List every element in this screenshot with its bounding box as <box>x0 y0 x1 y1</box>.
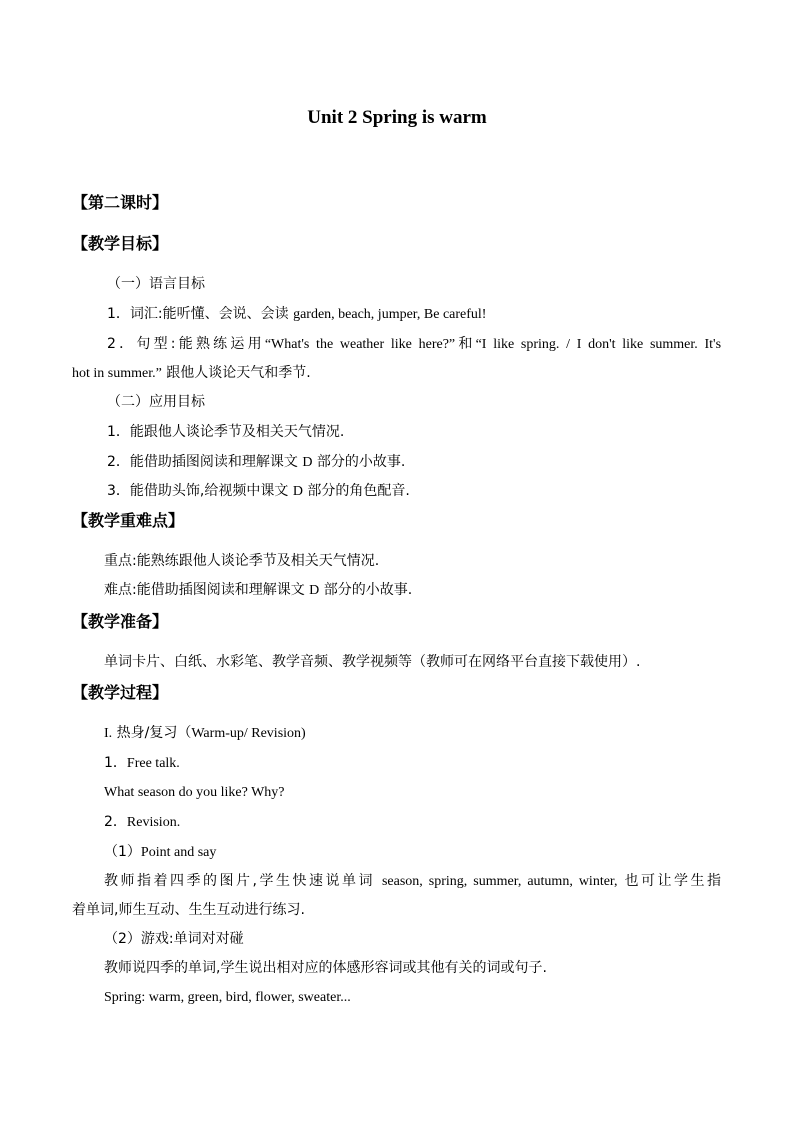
teacher-line-2: 着单词,师生互动、生生互动进行练习. <box>72 902 305 918</box>
game-heading: （2）游戏:单词对对碰 <box>104 931 244 947</box>
revision-num: 2． <box>104 814 127 830</box>
app-item-2-d: D <box>302 455 313 470</box>
heading-lesson: 【第二课时】 <box>72 193 169 212</box>
point-and-say <box>104 842 216 863</box>
step-1-cn: 热身/复习（ <box>112 725 192 741</box>
vocab-prefix: 1．词汇:能听懂、会说、会读 <box>107 306 294 322</box>
point-say-num: （1） <box>104 844 141 860</box>
game-description: 教师说四季的单词,学生说出相对应的体感形容词或其他有关的词或句子. <box>104 960 547 976</box>
point-say-text: Point and say <box>140 845 217 860</box>
step-1-prefix: I. <box>104 726 113 741</box>
sentence-en-1: “What's the weather like here?” <box>264 337 456 352</box>
difficult-point <box>104 580 412 601</box>
sentence-prefix: 2．句型:能熟练运用 <box>107 336 265 352</box>
teacher-line-1 <box>104 871 721 892</box>
sentence-mid: 和 <box>455 336 476 352</box>
language-goal: （一）语言目标 <box>107 276 205 292</box>
teacher-line-1-suffix: 也可让学生指 <box>617 873 721 889</box>
free-talk-num: 1． <box>104 755 127 771</box>
example-line: Spring: warm, green, bird, flower, sweater... <box>104 990 351 1005</box>
app-item-3-prefix: 3．能借助头饰,给视频中课文 <box>107 483 293 499</box>
key-point: 重点:能熟练跟他人谈论季节及相关天气情况. <box>104 553 380 569</box>
sentence-suffix: 跟他人谈论天气和季节. <box>161 365 311 381</box>
application-goal: （二）应用目标 <box>107 394 205 410</box>
revision <box>104 812 180 833</box>
question-line: What season do you like? Why? <box>104 785 285 800</box>
heading-objectives: 【教学目标】 <box>72 234 169 253</box>
heading-preparation: 【教学准备】 <box>72 612 169 631</box>
step-1-en: Warm-up/ Revision) <box>191 726 306 741</box>
free-talk-text: Free talk. <box>126 756 180 771</box>
sentence-line-1 <box>107 334 721 355</box>
heading-process: 【教学过程】 <box>72 683 169 702</box>
app-item-2 <box>107 452 405 473</box>
document-title: Unit 2 Spring is warm <box>307 107 487 128</box>
difficult-suffix: 部分的小故事. <box>319 582 413 598</box>
step-1 <box>104 723 306 744</box>
sentence-en-3: hot in summer.” <box>72 366 162 381</box>
app-item-1: 1．能跟他人谈论季节及相关天气情况. <box>107 424 345 440</box>
teacher-line-1-en: season, spring, summer, autumn, winter, <box>381 874 618 889</box>
difficult-d: D <box>309 583 320 598</box>
app-item-3-d: D <box>292 484 303 499</box>
teacher-line-1-prefix: 教师指着四季的图片,学生快速说单词 <box>104 873 382 889</box>
vocab-words: garden, beach, jumper, Be careful! <box>293 307 487 322</box>
heading-key-points: 【教学重难点】 <box>72 511 185 530</box>
difficult-prefix: 难点:能借助插图阅读和理解课文 <box>104 582 310 598</box>
app-item-3 <box>107 481 410 502</box>
free-talk <box>104 753 180 774</box>
sentence-line-2 <box>72 363 311 384</box>
app-item-3-suffix: 部分的角色配音. <box>302 483 410 499</box>
vocab-line <box>107 304 486 325</box>
revision-text: Revision. <box>126 815 181 830</box>
app-item-2-suffix: 部分的小故事. <box>312 454 406 470</box>
app-item-2-prefix: 2．能借助插图阅读和理解课文 <box>107 454 303 470</box>
preparation-text: 单词卡片、白纸、水彩笔、教学音频、教学视频等（教师可在网络平台直接下载使用）. <box>104 654 641 670</box>
sentence-en-2: “I like spring. / I don't like summer. It's <box>475 337 722 352</box>
